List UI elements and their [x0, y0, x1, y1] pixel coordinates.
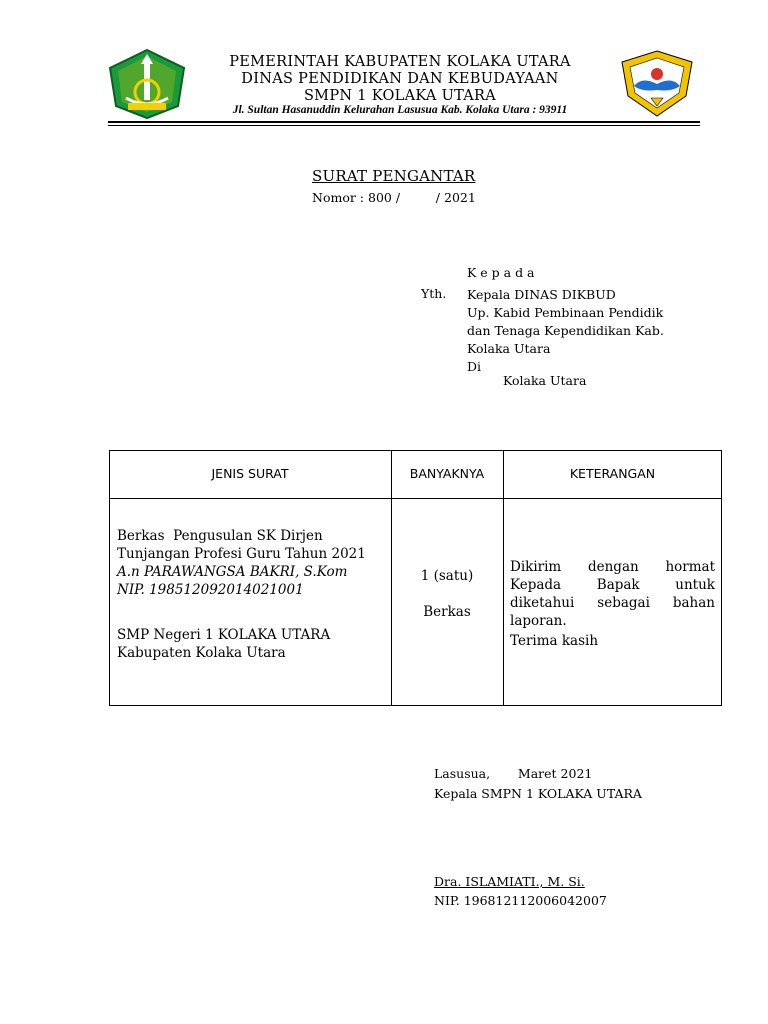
keterangan-text: Dikirim dengan hormat Kepada Bapak untuk diketahui sebagai bahan laporan. [510, 559, 715, 629]
jenis-line: Tunjangan Profesi Guru Tahun 2021 [117, 546, 366, 562]
header-jenis-surat: JENIS SURAT [211, 466, 289, 481]
jenis-line: Kabupaten Kolaka Utara [117, 645, 286, 661]
signature-position: Kepala SMPN 1 KOLAKA UTARA [434, 786, 642, 801]
recipient-line: Up. Kabid Pembinaan Pendidik [467, 305, 664, 320]
keterangan-closing: Terima kasih [510, 633, 599, 649]
header-banyaknya: BANYAKNYA [409, 466, 485, 481]
header-department: DINAS PENDIDIKAN DAN KEBUDAYAAN [241, 71, 559, 87]
signature-nip: NIP. 196812112006042007 [434, 893, 607, 908]
banyaknya-qty: 1 (satu) [420, 568, 474, 584]
header-address: Jl. Sultan Hasanuddin Kelurahan Lasusua Kab. Kolaka Utara : 93911 [232, 104, 568, 116]
signature-name: Dra. ISLAMIATI., M. Si. [434, 874, 585, 889]
jenis-line: Berkas Pengusulan SK Dirjen [117, 528, 323, 544]
jenis-line: NIP. 198512092014021001 [117, 582, 304, 598]
jenis-line: SMP Negeri 1 KOLAKA UTARA [117, 627, 331, 643]
header-keterangan: KETERANGAN [569, 466, 656, 481]
header-rule-thick [108, 121, 700, 123]
number-label: Nomor : [312, 190, 365, 205]
number-value: 800 / / 2021 [368, 190, 476, 205]
yth-label: Yth. [421, 286, 447, 301]
recipient-line: Kepala DINAS DIKBUD [467, 287, 616, 302]
header-rule-thin [108, 125, 700, 126]
signature-place-date: Lasusua, Maret 2021 [434, 766, 593, 781]
education-logo [620, 50, 694, 118]
recipient-line: Di [467, 359, 482, 374]
letter-number [312, 190, 476, 205]
recipient-line: dan Tenaga Kependidikan Kab. [467, 323, 664, 338]
recipient-city: Kolaka Utara [503, 373, 587, 388]
table-divider [503, 450, 504, 706]
kabupaten-logo [108, 48, 186, 120]
letter-title: SURAT PENGANTAR [312, 167, 476, 185]
banyaknya-unit: Berkas [423, 604, 471, 620]
recipient-block [467, 286, 664, 376]
table-header-rule [109, 498, 722, 499]
jenis-surat-cell [117, 527, 389, 662]
recipient-line: Kolaka Utara [467, 341, 551, 356]
kepada-label: K e p a d a [467, 265, 535, 280]
jenis-line: A.n PARAWANGSA BAKRI, S.Kom [117, 564, 348, 580]
header-school: SMPN 1 KOLAKA UTARA [303, 88, 497, 104]
header-government: PEMERINTAH KABUPATEN KOLAKA UTARA [229, 54, 571, 70]
